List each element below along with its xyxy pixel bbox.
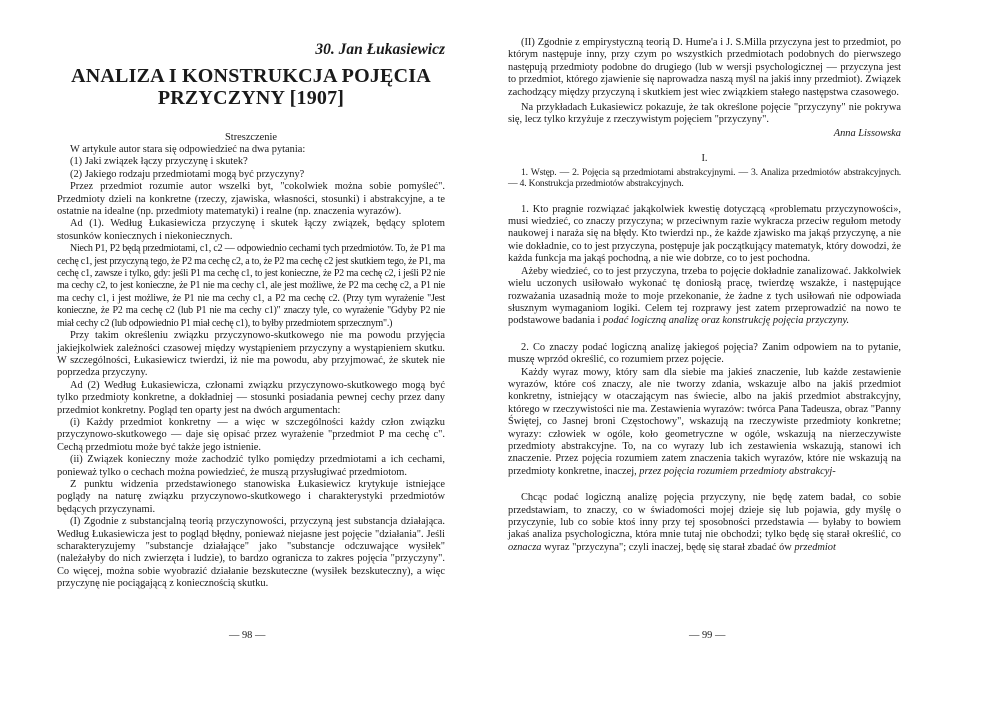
table-of-contents: 1. Wstęp. — 2. Pojęcia są przedmiotami abstrakcyjnymi. — 3. Analiza przedmiotów abstrakcyjnych. — 4. Konstrukcja przedmiotów abstrakcyjnych. bbox=[508, 166, 901, 190]
title-line-2: PRZYCZYNY [1907] bbox=[157, 87, 345, 109]
abstract-paragraph: (I) Zgodnie z substancjalną teorią przyczynowości, przyczyną jest substancja działająca. Według Łukasiewicza jest to pogląd błędny, ponieważ niejasne jest pojęcie "działania". Jeśli scharakteryzujemy "substancje działające" jako "substancje odczuwające wysiłek" (należałyby do nich zwierzęta i ludzie), to bardzo ogranicza to zakres pojęcia "przyczyny". Co więcej, można sobie wyobrazić działanie bezskuteczne (wysiłek bezskuteczny), a więc przyczynę nie pociągającą z koniecznością skutku. bbox=[57, 516, 445, 590]
emphasized-text: podać logiczną analizę oraz konstrukcję pojęcia przyczyny. bbox=[602, 315, 850, 327]
abstract-column bbox=[57, 132, 445, 591]
article-title bbox=[57, 65, 445, 109]
abstract-paragraph: Przez przedmiot rozumie autor wszelki byt, "cokolwiek można sobie pomyśleć". Przedmioty dzieli na konkretne (rzeczy, zjawiska, własności, stosunki) i abstrakcyjne, a te ostatnie na idealne (np. przedmioty matematyki) i realne (np. znaczenia wyrazów). bbox=[57, 181, 445, 218]
section-paragraph bbox=[508, 266, 901, 328]
right-page bbox=[496, 0, 992, 728]
text-column bbox=[508, 37, 901, 554]
abstract-paragraph: (i) Każdy przedmiot konkretny — a więc w szczególności każdy człon związku przyczynowo-skutkowego — daje się opisać przez wyrażenie "przedmiot P ma cechę c". Cechą przedmiotu może być także jego istnienie. bbox=[57, 416, 445, 453]
abstract-paragraph: (2) Jakiego rodzaju przedmiotami mogą być przyczyny? bbox=[70, 168, 305, 180]
abstract-paragraph: Na przykładach Łukasiewicz pokazuje, że tak określone pojęcie "przyczyny" nie pokrywa się, lecz tylko krzyżuje z rzeczywistym pojęciem "przyczyny". bbox=[508, 102, 901, 126]
section-paragraph: 2. Co znaczy podać logiczną analizę jakiegoś pojęcia? Zanim odpowiem na to pytanie, muszę wprzód określić, co rozumiem przez pojęcie. bbox=[508, 341, 901, 366]
abstract-heading: Streszczenie bbox=[225, 132, 277, 143]
paragraph-text: wyraz "przyczyna"; czyli inaczej, będę się starał zbadać ów bbox=[541, 541, 795, 553]
chapter-author: 30. Jan Łukasiewicz bbox=[315, 41, 445, 58]
section-paragraph bbox=[508, 367, 901, 479]
part-numeral: I. bbox=[701, 152, 708, 164]
abstract-paragraph: (ii) Związek konieczny może zachodzić tylko pomiędzy przedmiotami a ich cechami, ponieważ tylko o cechach można powiedzieć, że muszą przysługiwać przedmiotom. bbox=[57, 454, 445, 478]
abstract-paragraph: (1) Jaki związek łączy przyczynę i skutek? bbox=[70, 156, 248, 168]
page-number: — 99 — bbox=[689, 630, 726, 641]
section-paragraph bbox=[508, 492, 901, 554]
abstract-paragraph: Ad (1). Według Łukasiewicza przyczynę i skutek łączy związek, będący splotem stosunków koniecznych i niekoniecznych. bbox=[57, 218, 445, 242]
page-number: — 98 — bbox=[229, 630, 266, 641]
emphasized-text: przedmiot bbox=[794, 541, 836, 553]
emphasized-text: oznacza bbox=[508, 541, 542, 553]
abstract-paragraph: Przy takim określeniu związku przyczynowo-skutkowego nie ma powodu przyjęcia jakiejkolwiek zależności czasowej między wystąpieniem przyczyny a wystąpieniem skutku. W szczególności, Łukasiewicz twierdzi, iż nie ma powodu, aby przyjmować, że skutek nie poprzedza przyczyny. bbox=[57, 330, 445, 379]
abstract-paragraph: (II) Zgodnie z empirystyczną teorią D. Hume'a i J. S.Milla przyczyna jest to przedmiot, po którym następuje inny, przy czym po wszystkich przedmiotach podobnych do pierwszego następują przedmioty podobne do drugiego (lub w wersji psychologicznej — przyczyna jest to przedmiot, którego zjawienie się naprowadza naszą myśl na jakiś inny przedmiot). Związek zachodzący między przyczyną i skutkiem jest wiec związkiem stałego następstwa czasowego. bbox=[508, 37, 901, 98]
paragraph-text: Ażeby wiedzieć, co to jest przyczyna, trzeba to pojęcie dokładnie zanalizować. Jakkolwiek wielu uczonych usiłowało wykonać tę doniosłą pracę, twierdzę wszakże, i następujące rozważania uzasadnią może to moje przekonanie, że żadne z tych usiłowań nie odpowiada słusznym wymaganiom logiki. Celem tej rozprawy jest zatem przeprowadzić na nowo te podstawowe badania i bbox=[508, 265, 901, 327]
abstract-paragraph: Z punktu widzenia przedstawionego stanowiska Łukasiewicz krytykuje istniejące poglądy na naturę związku przyczynowo-skutkowego i charakterystyki przedmiotów będących przyczynami. bbox=[57, 478, 445, 515]
emphasized-text: przez pojęcia rozumiem przedmioty abstrakcyj- bbox=[639, 465, 836, 477]
abstract-author: Anna Lissowska bbox=[833, 127, 901, 139]
paragraph-text: Każdy wyraz mowy, który sam dla siebie ma jakieś znaczenie, lub każde zestawienie wyrazów, które coś znaczy, ale nie tworzy zdania, wskazuje albo na jakiś przedmiot konkretny, istniejący w otaczającym nas świecie, albo na jakiś przedmiot abstrakcyjny, którego w rzeczywistości nie ma. Zestawienia wyrazów: twórca Pana Tadeusza, obraz "Panny Świętej, co Jasnej broni Częstochowy", wskazują na rzeczywiste przedmioty konkretne; wyrazy: człowiek w ogóle, koło geometryczne w ogóle, wskazują na nierzeczywiste przedmioty abstrakcyjne. To, na co wyrazy lub ich zestawienia wskazują, stanowi ich znaczenie. Przez pojęcia rozumiem zatem znaczenia takich wyrazów, które nie wskazują na przedmioty konkretne, inaczej, bbox=[508, 366, 901, 477]
abstract-paragraph: Ad (2) Według Łukasiewicza, członami związku przyczynowo-skutkowego mogą być tylko przedmioty konkretne, a dokładniej — stosunki posiadania pewnej cechy przez dany przedmiot konkretny. Pogląd ten oparty jest na dwóch argumentach: bbox=[57, 379, 445, 416]
abstract-paragraph: Niech P1, P2 będą przedmiotami, c1, c2 — odpowiednio cechami tych przedmiotów. To, że P1 ma cechę c1, jest przyczyną tego, że P2 ma cechę c2, a to, że P2 ma cechę c2 jest skutkiem tego, że P1, ma cechę c1, zawsze i tylko, gdy: jeśli P1 ma cechę c1, to jest konieczne, że P2 ma cechę c2, i jeśli P2 nie ma cechy c2, to jest konieczne, że P1 nie ma cechy c1, ale jest możliwe, że P2 ma cechę c2, a P1 nie ma cechy c1, i jest możliwe, że P1 nie ma cechy c1, a P2 ma cechę c2. (Przy tym wyrażenie "Jest konieczne, że P2 ma cechę c2 (lub P1 nie ma cechy c1)" znaczy tyle, co wyrażenie "Gdyby P2 nie miał cechy c2 (lub odpowiednio P1 miał cechę c1), to byłby przedmiotem sprzecznym".) bbox=[57, 243, 445, 329]
title-line-1: ANALIZA I KONSTRUKCJA POJĘCIA bbox=[71, 65, 431, 87]
section-paragraph: 1. Kto pragnie rozwiązać jakąkolwiek kwestię dotyczącą «problematu przyczynowości», musi wiedzieć, co znaczy przyczyna; w przeciwnym razie wykracza przeciw regułom metody naukowej i naraża się na błędy. Kto twierdzi np., że każde zjawisko ma jakąś przyczynę, a nie wie dokładnie, co to jest przyczyna, postępuje jak początkujący matematyk, który dowodzi, że każda funkcja ma jakąś pochodną, a nie wie dobrze, co to jest pochodna. bbox=[508, 203, 901, 265]
abstract-paragraph: W artykule autor stara się odpowiedzieć na dwa pytania: bbox=[70, 144, 306, 155]
paragraph-text: Chcąc podać logiczną analizę pojęcia przyczyny, nie będę zatem badał, co sobie przedstawiam, to znaczy, co w świadomości mojej dzieje się lub pojawia, gdy myślę o przyczynie, lub co sobie ktoś inny przy tej sposobności przedstawia — byłaby to bowiem jakaś analiza psychologiczna, która mnie tutaj nie obchodzi; tylko będę się starał określić, co bbox=[508, 492, 901, 541]
